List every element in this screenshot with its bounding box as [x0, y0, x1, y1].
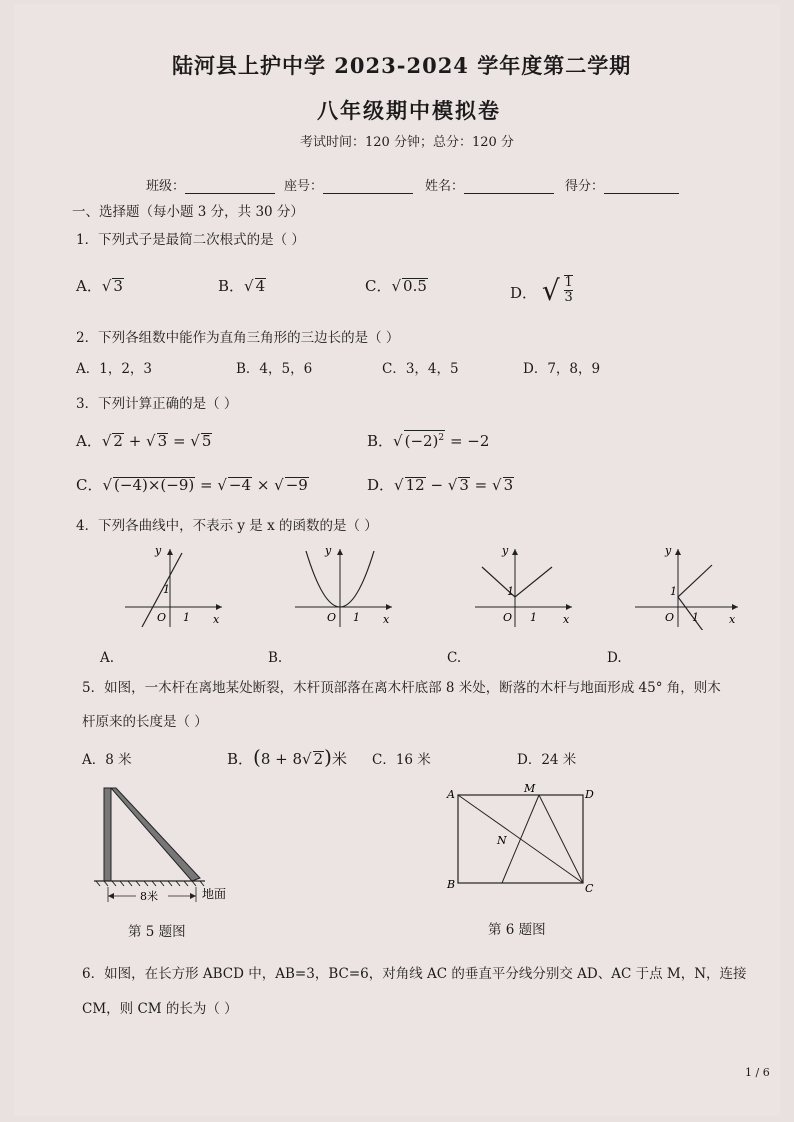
svg-text:1: 1	[163, 583, 170, 596]
svg-text:y: y	[502, 545, 509, 557]
v-graph	[482, 567, 552, 597]
q2-option-c: C．3，4，5	[382, 361, 459, 377]
page-number: 1 / 6	[745, 1066, 770, 1079]
q3-stem: 3．下列计算正确的是（ ）	[76, 396, 238, 412]
q5-figure	[90, 782, 240, 912]
q2-option-a: A．1，2，3	[76, 361, 153, 377]
svg-text:x: x	[383, 613, 390, 626]
svg-text:1: 1	[670, 585, 677, 598]
svg-text:M: M	[524, 782, 536, 795]
perpendicular-bisector	[502, 795, 539, 883]
svg-text:x: x	[563, 613, 570, 626]
seat-label: 座号：	[284, 179, 324, 194]
q5-stem-line2: 杆原来的长度是（ ）	[82, 714, 208, 730]
svg-text:C: C	[585, 882, 594, 895]
seat-blank	[323, 179, 413, 194]
q4-stem: 4．下列各曲线中，不表示 y 是 x 的函数的是（ ）	[76, 518, 378, 534]
name-blank	[464, 179, 554, 194]
seat-field	[284, 175, 413, 194]
q4-label-a: A.	[100, 650, 115, 666]
svg-text:y: y	[325, 545, 332, 557]
svg-text:1: 1	[353, 611, 360, 624]
svg-text:O: O	[157, 611, 167, 624]
q4-graph-d	[630, 545, 745, 630]
q4-graph-c	[470, 545, 580, 630]
q3-option-d: D．√ 12 − √ 3 = √ 3	[367, 476, 514, 494]
q5-option-a: A．8 米	[82, 752, 132, 768]
svg-text:y: y	[155, 545, 162, 557]
svg-text:O: O	[665, 611, 675, 624]
svg-text:1: 1	[692, 611, 699, 624]
q1-option-a: A．√ 3	[76, 277, 123, 295]
svg-text:B: B	[447, 878, 456, 891]
q5-option-b: B．(8 + 8√ 2)米	[227, 745, 347, 769]
pole	[104, 788, 111, 881]
q6-figure	[440, 780, 610, 900]
q2-option-d: D．7，8，9	[523, 361, 601, 377]
name-label: 姓名：	[425, 179, 465, 194]
svg-text:1: 1	[507, 585, 514, 598]
name-field	[425, 175, 554, 194]
svg-text:1: 1	[183, 611, 190, 624]
q5-stem-line1: 5．如图，一木杆在离地某处断裂，木杆顶部落在离木杆底部 8 米处，断落的木杆与地面形成 45° 角，则木	[82, 680, 721, 696]
q3-option-b: B．√ $(-2)^2 = -2$	[367, 432, 490, 450]
q4-label-b: B.	[268, 650, 283, 666]
svg-text:O: O	[503, 611, 513, 624]
score-label: 得分：	[565, 179, 605, 194]
q6-stem-line1: 6．如图，在长方形 ABCD 中，AB=3，BC=6，对角线 AC 的垂直平分线分别交 AD、AC 于点 M，N，连接	[82, 966, 747, 982]
q4-label-d: D.	[607, 650, 622, 666]
score-blank	[604, 179, 679, 194]
exam-subtitle: 八年级期中模拟卷	[317, 98, 501, 123]
q5-option-d: D．24 米	[517, 752, 577, 768]
broken-pole	[111, 788, 200, 881]
svg-text:1: 1	[530, 611, 537, 624]
exam-title: 陆河县上护中学 2023-2024 学年度第二学期	[172, 53, 632, 78]
q4-label-c: C.	[447, 650, 462, 666]
q3-option-a: A．√ 2 + √ 3 = √ 5	[76, 432, 212, 450]
q6-stem-line2: CM，则 CM 的长为（ ）	[82, 1001, 238, 1017]
q1-stem: 1．下列式子是最简二次根式的是（ ）	[76, 232, 305, 248]
q6-caption: 第 6 题图	[488, 922, 546, 938]
q1-option-b: B．√ 4	[218, 277, 266, 295]
svg-text:D: D	[585, 788, 594, 801]
distance-label: 8米	[140, 890, 158, 903]
section-heading: 一、选择题（每小题 3 分，共 30 分）	[72, 204, 304, 220]
class-label: 班级：	[146, 179, 186, 194]
segment-cm	[539, 795, 583, 883]
score-field	[565, 175, 679, 194]
q1-option-d: D． √ $\frac{1}{3}$	[510, 274, 573, 307]
exam-info: 考试时间：120 分钟；总分：120 分	[300, 135, 514, 150]
svg-text:A: A	[447, 788, 455, 801]
q5-caption: 第 5 题图	[128, 924, 186, 940]
svg-text:x: x	[213, 613, 220, 626]
q1-option-c: C．√ 0.5	[365, 277, 427, 295]
q4-graph-a	[120, 545, 230, 630]
q2-option-b: B．4，5，6	[236, 361, 313, 377]
svg-text:N: N	[497, 834, 507, 847]
ground-label: 地面	[202, 887, 227, 901]
class-field	[146, 175, 275, 194]
q3-option-c: C．√ (−4)×(−9) = √ −4 × √ −9	[76, 476, 308, 494]
q4-graph-b	[290, 545, 400, 630]
svg-text:y: y	[665, 545, 672, 557]
q2-stem: 2．下列各组数中能作为直角三角形的三边长的是（ ）	[76, 330, 400, 346]
q5-option-c: C．16 米	[372, 752, 431, 768]
class-blank	[185, 179, 275, 194]
svg-text:x: x	[729, 613, 736, 626]
svg-text:O: O	[327, 611, 337, 624]
